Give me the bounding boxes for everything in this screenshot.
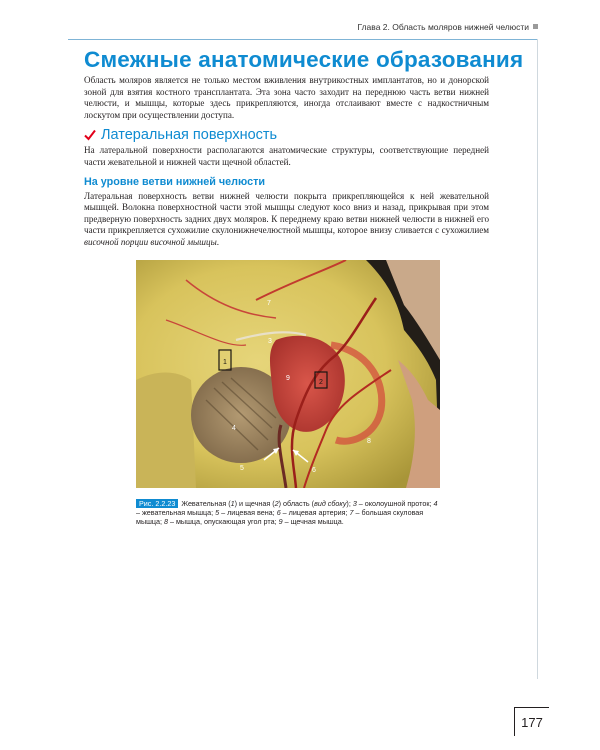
figure-caption: [136, 499, 442, 527]
caption-part: ) и щечная (: [234, 499, 275, 508]
subsection-text-end: .: [216, 236, 220, 247]
caption-num: 9: [278, 517, 283, 527]
gutter-rule: [537, 39, 538, 679]
section-heading: [84, 127, 489, 143]
caption-part: – мышца, опускающая угол рта;: [167, 517, 279, 527]
section-title: Латеральная поверхность: [101, 127, 278, 144]
checkmark-icon: [84, 129, 96, 141]
running-head-text: Глава 2. Область моляров нижней челюсти: [357, 22, 529, 32]
caption-part: ) область (: [278, 499, 315, 508]
caption-num: 5: [215, 508, 220, 518]
running-head-square-icon: [533, 24, 538, 29]
intro-paragraph: Область моляров является не только местом вживления внутрикостных имплантатов, но и донорской зоной для взятия костного трансплантата. Эта зона часто заходит на переднюю часть ветви нижней челюсти, и мышцы, которые здесь прикрепляются, иногда отслаивают вместе с надкостничным лоскутом при осуществлении доступа.: [84, 75, 489, 120]
anatomy-photo: [136, 260, 440, 488]
figure-label-7: 7: [267, 300, 271, 307]
subsection-title: На уровне ветви нижней челюсти: [84, 175, 266, 188]
page-number: 177: [514, 707, 549, 736]
caption-part: – околоушной проток;: [356, 499, 434, 508]
caption-part: );: [346, 499, 353, 508]
figure-label-8: 8: [367, 438, 371, 445]
figure-label-4: 4: [232, 425, 236, 432]
subsection-paragraph: [84, 191, 489, 249]
caption-num: 2: [274, 499, 279, 508]
caption-num: 8: [163, 517, 168, 527]
text-column: [84, 47, 524, 249]
caption-num: 4: [433, 499, 438, 508]
section-paragraph: На латеральной поверхности располагаются анатомические структуры, соответствующие передней части жевательной и нижней части щечной областей.: [84, 145, 489, 167]
figure-label-6: 6: [312, 467, 316, 474]
caption-part: – лицевая артерия;: [280, 508, 350, 518]
caption-view: вид сбоку: [314, 499, 347, 508]
figure-label-5: 5: [240, 465, 244, 472]
figure-label-3: 3: [268, 338, 272, 345]
caption-num: 7: [349, 508, 354, 518]
caption-num: 3: [352, 499, 357, 508]
figure-label-2: 2: [319, 379, 323, 386]
caption-part: – жевательная мышца;: [136, 508, 216, 518]
caption-part: – большая скуловая мышца;: [136, 508, 424, 527]
dissection-illustration: [136, 260, 440, 488]
caption-num: 6: [276, 508, 281, 518]
caption-part: Жевательная (: [181, 499, 231, 508]
page-title: Смежные анатомические образования: [84, 47, 524, 72]
figure-number-badge: Рис. 2.2.23: [136, 499, 178, 508]
caption-part: – лицевая вена;: [219, 508, 277, 518]
header-rule: [68, 39, 538, 40]
caption-num: 1: [230, 499, 235, 508]
caption-part: – щечная мышца.: [282, 517, 344, 527]
figure-label-9: 9: [286, 375, 290, 382]
running-head: [357, 22, 538, 32]
subsection-italic: височной порции височной мышцы: [84, 236, 217, 247]
subsection-text: Латеральная поверхность ветви нижней челюсти покрыта прикрепляющейся к ней жевательной мышцей. Волокна поверхностной части этой мышцы следуют косо вниз и назад, прикрывая при этом предверную поверхность задних двух моляров. К переднему краю ветви нижней челюсти в нижней его части прикрепляется сухожилие скулонижнечелюстной мышцы, которое внизу сливается с сухожилием: [84, 190, 489, 236]
figure-label-1: 1: [223, 359, 227, 366]
